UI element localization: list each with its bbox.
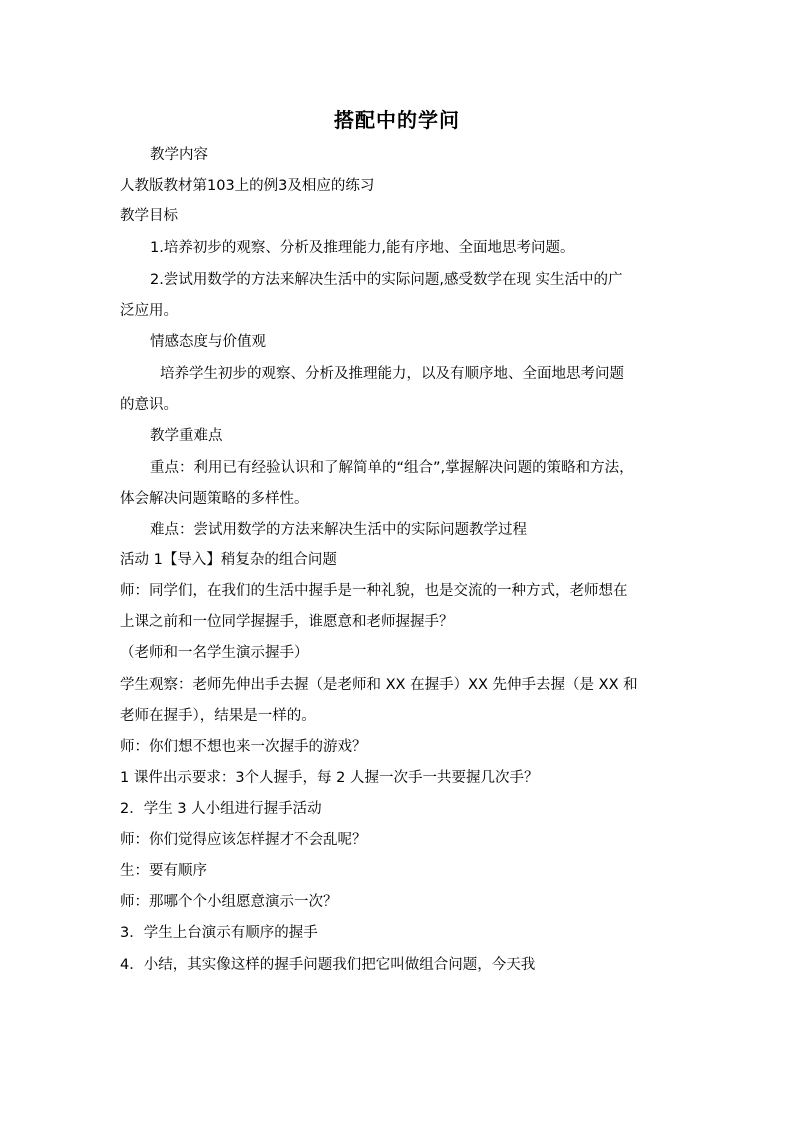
paragraph-line: 学生观察：老师先伸出手去握（是老师和 XX 在握手）XX 先伸手去握（是 XX 和	[120, 677, 638, 693]
paragraph-line: 的意识。	[120, 397, 178, 413]
paragraph-line: 师：那哪个个小组愿意演示一次？	[120, 894, 338, 910]
heading-key-points: 教学重难点	[150, 428, 223, 444]
paragraph-line: 1 课件出示要求：3个人握手，每 2 人握一次手一共要握几次手？	[120, 770, 539, 786]
paragraph-line: 4．小结，其实像这样的握手问题我们把它叫做组合问题，今天我	[120, 957, 536, 973]
paragraph-line: 重点：利用已有经验认识和了解简单的“组合”,掌握解决问题的策略和方法，	[150, 460, 634, 476]
paragraph-line: 2.尝试用数学的方法来解决生活中的实际问题,感受数学在现 实生活中的广	[150, 272, 623, 288]
paragraph-line: 老师在握手），结果是一样的。	[120, 708, 316, 724]
heading-teaching-content: 教学内容	[150, 147, 208, 163]
paragraph-line: 2．学生 3 人小组进行握手活动	[120, 801, 322, 817]
paragraph-line: （老师和一名学生演示握手）	[120, 645, 309, 661]
paragraph-line: 生：要有顺序	[120, 863, 207, 879]
heading-attitude-values: 情感态度与价值观	[150, 334, 266, 350]
paragraph-line: 上课之前和一位同学握握手，谁愿意和老师握握手？	[120, 614, 454, 630]
paragraph-line: 1.培养初步的观察、分析及推理能力,能有序地、全面地思考问题。	[150, 240, 575, 256]
paragraph-line: 师：同学们，在我们的生活中握手是一种礼貌，也是交流的一种方式，老师想在	[120, 583, 628, 599]
paragraph-line: 泛应用。	[120, 303, 178, 319]
paragraph-line: 人教版教材第103上的例3及相应的练习	[120, 178, 375, 194]
document-title: 搭配中的学问	[334, 108, 460, 132]
paragraph-line: 师：你们想不想也来一次握手的游戏？	[120, 739, 367, 755]
paragraph-line: 师：你们觉得应该怎样握才不会乱呢？	[120, 832, 367, 848]
paragraph-line: 难点：尝试用数学的方法来解决生活中的实际问题教学过程	[150, 522, 527, 538]
heading-teaching-goals: 教学目标	[120, 208, 178, 224]
paragraph-line: 3．学生上台演示有顺序的握手	[120, 925, 318, 941]
paragraph-line: 培养学生初步的观察、分析及推理能力，以及有顺序地、全面地思考问题	[160, 366, 624, 382]
paragraph-line: 体会解决问题策略的多样性。	[120, 491, 309, 507]
heading-activity-1: 活动 1【导入】稍复杂的组合问题	[120, 552, 337, 568]
